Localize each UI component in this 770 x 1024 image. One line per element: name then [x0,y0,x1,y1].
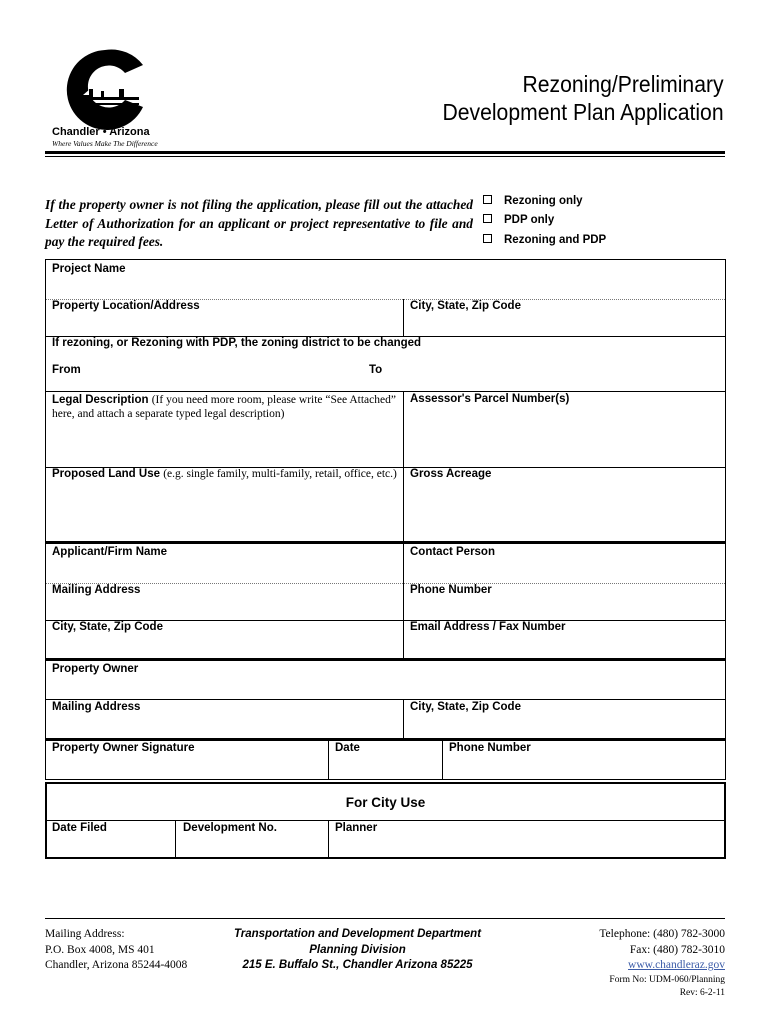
divider [403,299,404,336]
page-title [443,70,724,126]
checkbox[interactable] [483,195,492,204]
phone-number-label: Phone Number [410,584,492,596]
footer-rule [45,918,725,919]
footer-left-line: Mailing Address: [45,928,125,940]
title-line-2: Development Plan Application [442,99,724,125]
owner-phone-label: Phone Number [449,742,531,754]
divider [328,820,329,858]
footer-fax: Fax: (480) 782-3010 [629,943,725,956]
footer-form-no: Form No: UDM-060/Planning [609,974,725,985]
divider [442,741,443,779]
owner-city-label: City, State, Zip Code [410,701,521,713]
development-no-label: Development No. [183,822,277,834]
option-rezoning-only[interactable] [483,195,583,207]
option-label: PDP only [504,214,555,226]
mailing-address-label: Mailing Address [52,584,141,596]
divider [403,699,404,739]
footer-website-link[interactable]: www.chandleraz.gov [628,959,725,971]
owner-signature-label: Property Owner Signature [52,742,195,754]
applicant-label: Applicant/Firm Name [52,546,168,558]
project-name-field[interactable] [46,276,724,298]
checkbox[interactable] [483,214,492,223]
section-divider [46,541,725,544]
logo-tagline: Where Values Make The Difference [52,139,158,148]
option-pdp-only[interactable] [483,214,554,226]
city-use-heading: For City Use [345,795,426,810]
zoning-heading: If rezoning, or Rezoning with PDP, the zoning district to be changed [52,337,422,349]
option-label: Rezoning only [504,195,583,207]
divider [47,820,724,821]
property-city-label: City, State, Zip Code [410,300,521,312]
contact-person-label: Contact Person [410,546,495,558]
footer-rev: Rev: 6-2-11 [679,987,725,998]
footer-mid-line: Planning Division [309,943,406,956]
divider [328,741,329,779]
property-owner-label: Property Owner [52,663,139,675]
project-name-label: Project Name [52,263,126,275]
divider [403,467,404,542]
planner-label: Planner [335,822,378,834]
legal-description-label [52,393,397,421]
section-divider [46,658,725,661]
divider [403,544,404,658]
divider [46,583,725,584]
header-rule-thick [45,151,725,154]
section-divider [46,738,725,741]
footer-mid-line: Transportation and Development Department [233,928,482,940]
logo-name: Chandler • Arizona [52,126,150,138]
footer-department [225,927,490,974]
zoning-from-label: From [52,364,81,376]
date-filed-label: Date Filed [52,822,107,834]
divider [46,391,725,392]
legal-description-title: Legal Description [52,394,149,406]
property-location-label: Property Location/Address [52,300,200,312]
owner-mailing-label: Mailing Address [52,701,141,713]
footer-contact [599,927,725,1000]
email-fax-label: Email Address / Fax Number [410,621,566,633]
option-rezoning-and-pdp[interactable] [483,234,606,246]
proposed-land-use-hint: (e.g. single family, multi-family, retail, office, etc.) [163,468,397,480]
footer-mid-line: 215 E. Buffalo St., Chandler Arizona 85225 [242,959,473,971]
legal-description-hint: (If you need more room, please write “See Attached” here, and attach a separate typed legal description) [52,394,396,420]
applicant-city-label: City, State, Zip Code [52,621,163,633]
footer-left-line: P.O. Box 4008, MS 401 [45,943,155,956]
header-rule-thin [45,156,725,157]
divider [46,699,725,700]
instructions-text: If the property owner is not filing the application, please fill out the attached Letter of Authorization for an applicant or project representative to file and pay the required fees. [45,197,473,249]
option-label: Rezoning and PDP [504,234,607,246]
divider [175,820,176,858]
proposed-land-use-title: Proposed Land Use [52,468,160,480]
assessor-label: Assessor's Parcel Number(s) [410,393,570,405]
gross-acreage-label: Gross Acreage [410,468,492,480]
footer-telephone: Telephone: (480) 782-3000 [599,928,725,940]
divider [403,391,404,467]
zoning-to-label: To [369,364,383,376]
footer-left-line: Chandler, Arizona 85244-4008 [45,959,188,971]
chandler-logo-icon [45,45,165,130]
checkbox[interactable] [483,234,492,243]
owner-date-label: Date [335,742,360,754]
proposed-land-use-label [52,468,402,480]
footer-mailing [45,927,187,974]
title-line-1: Rezoning/Preliminary [522,71,724,97]
